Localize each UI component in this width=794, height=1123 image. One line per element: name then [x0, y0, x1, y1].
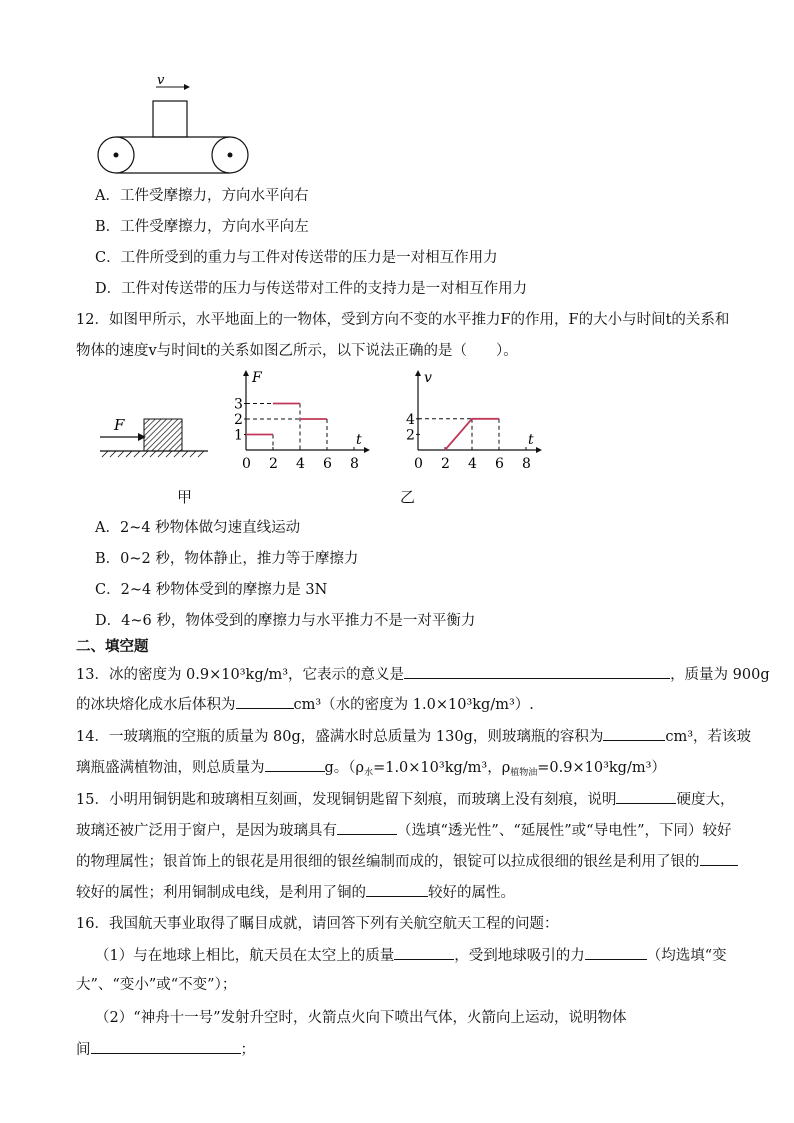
caption-yi: 乙: [400, 488, 416, 506]
conveyor-belt-figure: [94, 76, 254, 176]
q12-stem-line1: 12．如图甲所示，水平地面上的一物体，受到方向不变的水平推力F的作用，F的大小与时间t的关系和: [76, 312, 730, 328]
q15-blank-glass-property[interactable]: [337, 820, 397, 835]
q16-stem: 16．我国航天事业取得了瞩目成就，请回答下列有关航空航天工程的问题：: [76, 916, 559, 932]
velocity-label: v: [157, 76, 165, 88]
force-time-chart: [226, 366, 376, 472]
x-tick-label: 8: [350, 456, 359, 472]
q16-blank-gravity[interactable]: [585, 945, 647, 960]
force-label: F: [114, 416, 125, 434]
q11-option-b: B．工件受摩擦力，方向水平向左: [95, 219, 309, 235]
section-title: 二、填空题: [76, 638, 149, 655]
y-tick-label: 3: [234, 396, 243, 413]
x-tick-label: 4: [296, 456, 305, 472]
q16-part1-line1: （1）与在地球上相比，航天员在太空上的质量 ，受到地球吸引的力 （均选填“变: [95, 945, 727, 966]
x-axis-label: t: [528, 432, 534, 448]
q15-blank-silver-property[interactable]: [700, 851, 738, 866]
q13-blank-volume[interactable]: [236, 694, 294, 709]
q16-part2-line1: （2）“神舟十一号”发射升空时，火箭点火向下喷出气体，火箭向上运动，说明物体: [95, 1010, 627, 1026]
push-figure: [96, 410, 216, 465]
q12-option-b: B．0~2 秒，物体静止，推力等于摩擦力: [95, 551, 359, 567]
q14-blank-total-mass[interactable]: [265, 757, 325, 772]
x-tick-label: 8: [522, 456, 531, 472]
q11-option-a: A．工件受摩擦力，方向水平向右: [95, 188, 309, 204]
velocity-time-chart: [398, 366, 548, 472]
q14-blank-capacity[interactable]: [603, 726, 665, 741]
workpiece-block: [153, 101, 187, 137]
q15-blank-harder[interactable]: [616, 789, 676, 804]
q15-line3: 的物理属性；银首饰上的银花是用很细的银丝编制而成的，银锭可以拉成很细的银丝是利用了银的: [76, 851, 738, 872]
q16-blank-mass[interactable]: [394, 945, 454, 960]
q15-line4: 较好的属性；利用铜制成电线，是利用了铜的 较好的属性。: [76, 882, 515, 903]
y-tick-label: 4: [406, 411, 415, 428]
q16-part1-line2: 大”、“变小”或“不变”）；: [76, 977, 237, 993]
q13-line1: 13．冰的密度为 0.9×10³kg/m³，它表示的意义是 ，质量为 900g: [76, 664, 770, 685]
q12-option-d: D．4~6 秒，物体受到的摩擦力与水平推力不是一对平衡力: [95, 613, 476, 629]
x-tick-label: 6: [323, 456, 332, 472]
caption-jia: 甲: [177, 488, 193, 506]
q11-option-d: D．工件对传送带的压力与传送带对工件的支持力是一对相互作用力: [95, 281, 528, 297]
q11-option-c: C．工件所受到的重力与工件对传送带的压力是一对相互作用力: [95, 250, 498, 266]
y-tick-label: 2: [234, 412, 243, 428]
x-axis-label: t: [356, 432, 362, 448]
x-tick-label: 0: [414, 456, 423, 472]
q16-part2-line2: 间 ；: [76, 1039, 255, 1060]
q12-stem-line2: 物体的速度v与时间t的关系如图乙所示，以下说法正确的是（ ）。: [76, 343, 518, 359]
y-axis-label: F: [252, 370, 262, 386]
y-axis-arrow: [415, 370, 421, 376]
x-axis-arrow: [536, 447, 542, 453]
y-tick-label: 2: [406, 427, 415, 444]
q14-line1: 14．一玻璃瓶的空瓶的质量为 80g，盛满水时总质量为 130g，则玻璃瓶的容积为 cm³，若该玻: [76, 726, 751, 747]
y-axis-label: v: [424, 370, 432, 386]
q12-option-c: C．2~4 秒物体受到的摩擦力是 3N: [95, 582, 328, 598]
q14-line2: 璃瓶盛满植物油，则总质量为 g。（$\rho_水=1.0\times 10^3kg/m^3$，$\rho_{植物油}=0.9\times 10^3kg/m^3$）: [76, 757, 666, 783]
x-tick-label: 0: [242, 456, 251, 472]
x-tick-label: 2: [441, 456, 450, 472]
q15-blank-copper-property[interactable]: [366, 882, 428, 897]
q13-blank-meaning[interactable]: [404, 664, 670, 679]
x-tick-label: 2: [269, 456, 278, 472]
q16-blank-force-interaction[interactable]: [91, 1039, 241, 1054]
y-axis-arrow: [243, 370, 249, 376]
x-tick-label: 4: [468, 456, 477, 472]
y-tick-label: 1: [234, 427, 243, 444]
q15-line2: 玻璃还被广泛用于窗户，是因为玻璃具有 （选填“透光性”、“延展性”或“导电性”，下同）较好: [76, 820, 731, 841]
q12-option-a: A．2~4 秒物体做匀速直线运动: [95, 520, 301, 536]
x-axis-arrow: [364, 447, 370, 453]
q13-line2: 的冰块熔化成水后体积为 cm³（水的密度为 1.0×10³kg/m³）.: [76, 694, 534, 715]
q15-line1: 15．小明用铜钥匙和玻璃相互刻画，发现铜钥匙留下刻痕，而玻璃上没有刻痕，说明 硬度大，: [76, 789, 734, 810]
x-tick-label: 6: [495, 456, 504, 472]
